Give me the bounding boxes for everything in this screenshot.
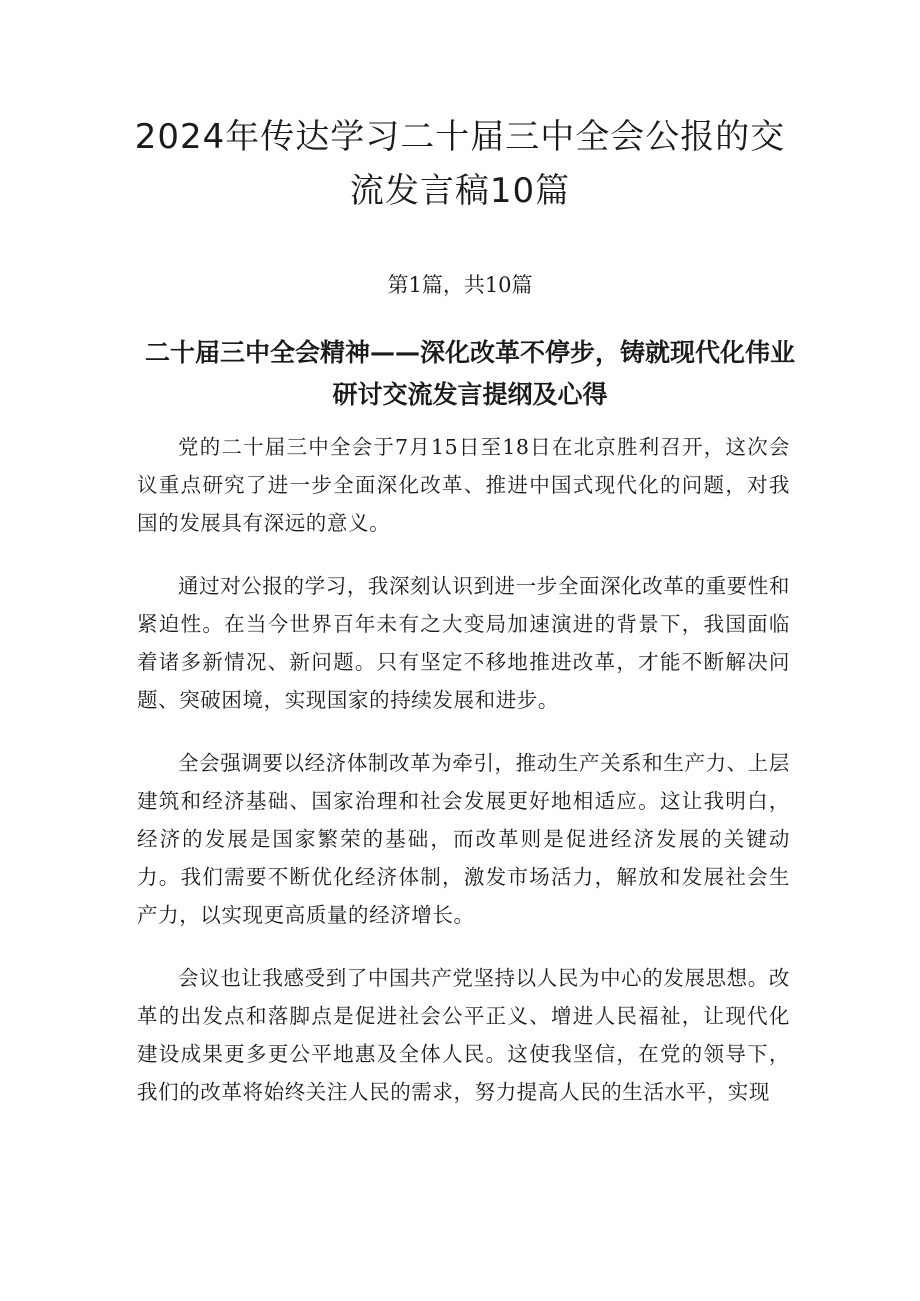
paragraph: 党的二十届三中全会于7月15日至18日在北京胜利召开，这次会议重点研究了进一步全面深化改革、推进中国式现代化的问题，对我国的发展具有深远的意义。: [137, 435, 790, 535]
part-label: 第1篇，共10篇: [387, 273, 533, 297]
document-body: [137, 428, 790, 1136]
paragraph: 会议也让我感受到了中国共产党坚持以人民为中心的发展思想。改革的出发点和落脚点是促进社会公平正义、增进人民福祉，让现代化建设成果更多更公平地惠及全体人民。这使我坚信，在党的领导下，我们的改革将始终关注人民的需求，努力提高人民的生活水平，实现: [137, 966, 790, 1104]
document-title: 2024年传达学习二十届三中全会公报的交流发言稿10篇: [134, 117, 786, 211]
section-subtitle: 二十届三中全会精神——深化改革不停步，铸就现代化伟业研讨交流发言提纲及心得: [144, 338, 795, 409]
paragraph: 全会强调要以经济体制改革为牵引，推动生产关系和生产力、上层建筑和经济基础、国家治理和社会发展更好地相适应。这让我明白，经济的发展是国家繁荣的基础，而改革则是促进经济发展的关键动力。我们需要不断优化经济体制，激发市场活力，解放和发展社会生产力，以实现更高质量的经济增长。: [137, 751, 790, 927]
paragraph: 通过对公报的学习，我深刻认识到进一步全面深化改革的重要性和紧迫性。在当今世界百年未有之大变局加速演进的背景下，我国面临着诸多新情况、新问题。只有坚定不移地推进改革，才能不断解决问题、突破困境，实现国家的持续发展和进步。: [137, 574, 790, 712]
